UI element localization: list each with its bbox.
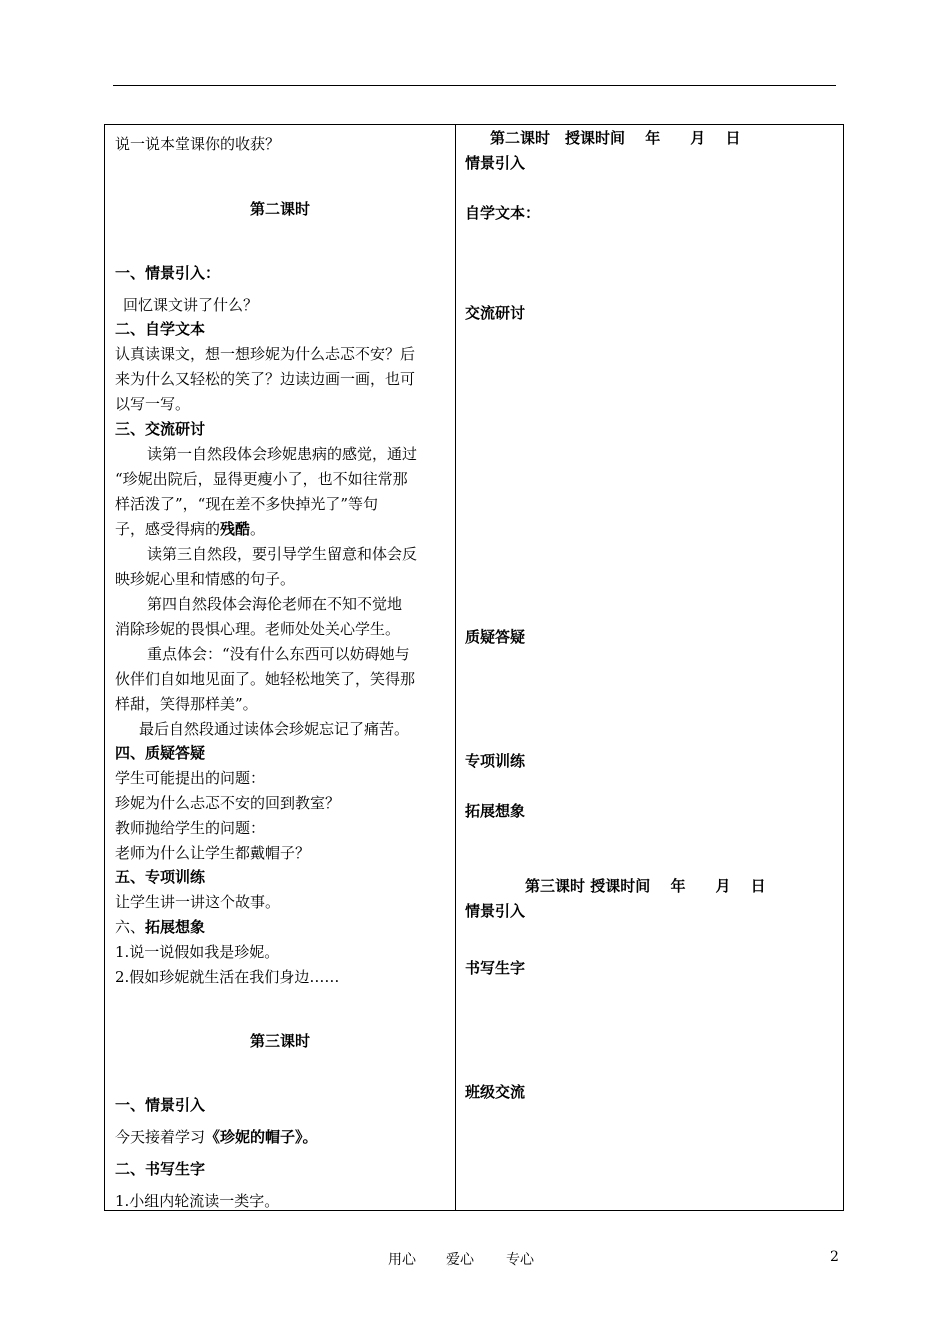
right-label-scene-intro: 情景引入 [465,154,526,172]
lesson2-schedule-header: 第二课时 授课时间 年 月 日 [490,129,741,147]
lesson2-s2-line: 来为什么又轻松的笑了？边读边画一画，也可 [115,370,416,388]
lesson2-s5-body: 让学生讲一讲这个故事。 [115,893,281,911]
footer-motto-3: 专心 [506,1252,534,1268]
header-rule [113,85,836,86]
lesson2-s3-line: 样活泼了”，“现在差不多快掉光了”等句 [115,495,379,513]
right-label-class-exchange: 班级交流 [465,1083,526,1101]
reflection-question: 说一说本堂课你的收获？ [115,135,281,153]
right-label-training: 专项训练 [465,752,526,770]
lesson3-s1-heading: 一、情景引入 [115,1096,206,1114]
footer-motto-2: 爱心 [446,1252,474,1268]
lesson2-s6-line: 2.假如珍妮就生活在我们身边…… [115,968,340,986]
right-label-qa: 质疑答疑 [465,628,526,646]
lesson2-s3-line: 重点体会：“没有什么东西可以妨碍她与 [147,645,410,663]
lesson2-s6-heading: 六、拓展想象 [115,918,206,936]
lesson3-s2-body: 1.小组内轮流读一类字。 [115,1192,280,1210]
lesson2-s3-line: 样甜，笑得那样美”。 [115,695,258,713]
lesson2-s3-line: 第四自然段体会海伦老师在不知不觉地 [147,595,403,613]
lesson3-schedule-header: 第三课时 授课时间 年 月 日 [525,877,766,895]
lesson2-s3-line-mixed: 子，感受得病的残酷。 [115,520,266,538]
lesson2-s3-line: 读第一自然段体会珍妮患病的感觉，通过 [147,445,418,463]
lesson2-s3-line: 消除珍妮的畏惧心理。老师处处关心学生。 [115,620,401,638]
lesson2-s4-line: 学生可能提出的问题： [115,769,266,787]
footer-motto-1: 用心 [388,1252,416,1268]
column-divider [455,124,456,1211]
lesson2-s4-line: 珍妮为什么忐忑不安的回到教室？ [115,794,341,812]
lesson2-s3-line: 伙伴们自如地见面了。她轻松地笑了，笑得那 [115,670,416,688]
right-label-imagination: 拓展想象 [465,802,526,820]
lesson2-s2-heading: 二、自学文本 [115,320,206,338]
lesson2-title: 第二课时 [249,200,310,218]
lesson2-s3-line: 映珍妮心里和情感的句子。 [115,570,296,588]
lesson2-s5-heading: 五、专项训练 [115,868,206,886]
lesson2-s2-line: 以写一写。 [115,395,191,413]
lesson2-s2-line: 认真读课文，想一想珍妮为什么忐忑不安？后 [115,345,416,363]
lesson2-s1-body: 回忆课文讲了什么？ [123,296,259,314]
emphasis-text: 残酷 [220,520,251,538]
right-label-writing: 书写生字 [465,959,526,977]
lesson2-s3-heading: 三、交流研讨 [115,420,206,438]
right-label-discussion: 交流研讨 [465,304,526,322]
right-label-self-study: 自学文本： [465,204,541,222]
lesson3-title: 第三课时 [249,1032,310,1050]
lesson2-s3-line: 最后自然段通过读体会珍妮忘记了痛苦。 [139,720,410,738]
page-number: 2 [830,1249,839,1265]
right-label-scene-intro-3: 情景引入 [465,902,526,920]
lesson2-s4-line: 教师抛给学生的问题： [115,819,266,837]
lesson2-s6-line: 1.说一说假如我是珍妮。 [115,943,280,961]
lesson2-s3-line: “珍妮出院后，显得更瘦小了，也不如往常那 [115,470,408,488]
lesson2-s4-line: 老师为什么让学生都戴帽子？ [115,844,311,862]
lesson2-s1-heading: 一、情景引入： [115,264,221,282]
lesson2-s4-heading: 四、质疑答疑 [115,744,206,762]
lesson3-s2-heading: 二、书写生字 [115,1160,206,1178]
lesson3-s1-body: 今天接着学习《珍妮的帽子》。 [115,1128,318,1146]
lesson2-s3-line: 读第三自然段，要引导学生留意和体会反 [147,545,418,563]
